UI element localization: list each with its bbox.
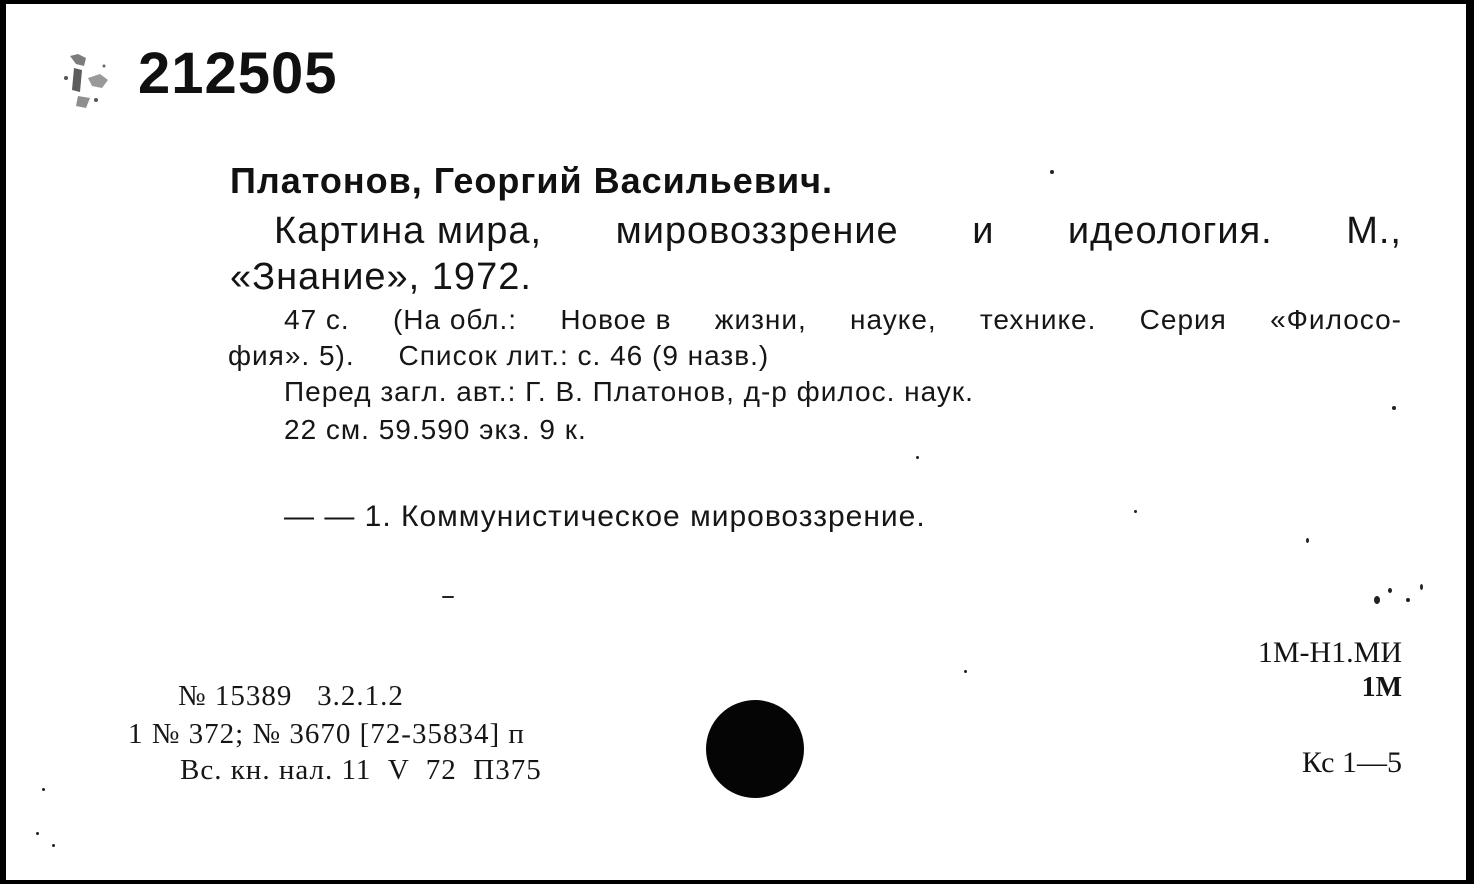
order-line-1: № 15389 3.2.1.2 [178,680,404,712]
order-line-2: 1 № 372; № 3670 [72-35834] п [128,718,525,750]
title-word: Картина мира, [274,210,543,252]
title-word: и [972,210,995,252]
speck [1392,406,1396,410]
author-heading: Платонов, Георгий Васильевич. [230,160,833,201]
series-line-1 [284,304,1402,336]
series-word: 47 с. [284,304,350,335]
author-note: Перед загл. авт.: Г. В. Платонов, д-р филос. наук. [284,376,974,407]
title-word: мировоззрение [615,210,899,252]
series-word: Новое в [560,304,672,335]
size-edition-price: 22 см. 59.590 экз. 9 к. [284,414,587,445]
series-word: (На обл.: [392,304,518,335]
title-word: идеология. [1067,210,1273,252]
speck [916,456,919,459]
speck [52,844,55,847]
series-word: науке, [850,304,937,335]
shelf-mark-1: 1М-Н1.МИ [1257,636,1402,669]
speck [964,670,967,673]
speck [1306,538,1309,543]
speck [1388,588,1392,593]
series-word: жизни, [714,304,807,335]
library-stamp-icon [56,48,120,118]
series-word: технике. [979,304,1097,335]
catalog-card [6,4,1466,880]
shelf-mark-3: Кс 1—5 [1301,746,1402,779]
speck [1406,598,1410,602]
inventory-number: 212505 [138,41,338,106]
speck [442,596,454,598]
series-word: Серия [1139,304,1227,335]
subject-heading: — — 1. Коммунистическое мировоззрение. [284,500,926,533]
order-line-3: Вс. кн. нал. 11 V 72 П375 [180,754,542,786]
speck [1420,584,1423,590]
speck [1134,510,1137,513]
speck [36,832,39,835]
series-line-2: фия». 5). Список лит.: с. 46 (9 назв.) [228,340,770,371]
speck [42,788,45,791]
series-word: «Филосо- [1270,304,1402,335]
speck [1050,170,1054,174]
title-word: М., [1346,210,1402,252]
title-line-1 [274,210,1402,253]
speck [1374,596,1380,604]
punch-hole-dot [706,700,804,798]
shelf-mark-2: 1М [1361,672,1402,703]
title-line-2: «Знание», 1972. [230,256,532,298]
